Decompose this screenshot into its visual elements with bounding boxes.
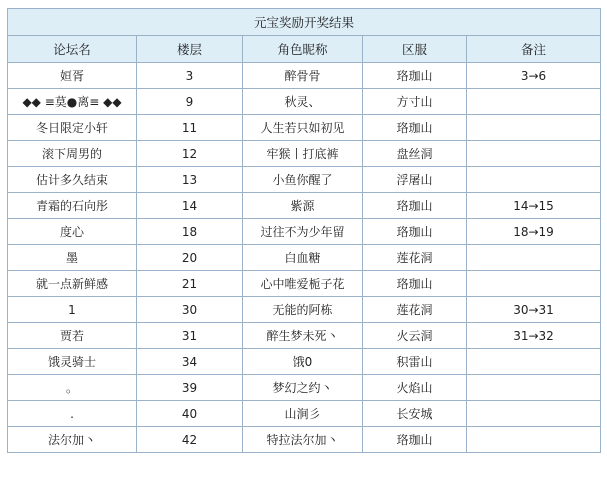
- cell-forum-name: 冬日限定小轩: [8, 115, 137, 141]
- cell-server: 珞珈山: [363, 219, 467, 245]
- cell-note: [467, 167, 601, 193]
- cell-note: 31→32: [467, 323, 601, 349]
- cell-character-name: 特拉法尔加丶: [243, 427, 363, 453]
- table-row: [8, 167, 601, 193]
- cell-floor: 40: [137, 401, 243, 427]
- header-floor: 楼层: [137, 36, 243, 63]
- cell-note: [467, 349, 601, 375]
- header-server: 区服: [363, 36, 467, 63]
- cell-server: 珞珈山: [363, 271, 467, 297]
- cell-floor: 21: [137, 271, 243, 297]
- cell-character-name: 醉骨骨: [243, 63, 363, 89]
- cell-note: [467, 115, 601, 141]
- cell-character-name: 梦幻之约丶: [243, 375, 363, 401]
- cell-floor: 3: [137, 63, 243, 89]
- results-table: [7, 8, 601, 453]
- cell-server: 盘丝洞: [363, 141, 467, 167]
- cell-server: 长安城: [363, 401, 467, 427]
- cell-forum-name: 贾若: [8, 323, 137, 349]
- cell-note: [467, 401, 601, 427]
- table-row: [8, 427, 601, 453]
- table-row: [8, 271, 601, 297]
- cell-floor: 11: [137, 115, 243, 141]
- cell-forum-name: 滚下周男的: [8, 141, 137, 167]
- cell-character-name: 饿0: [243, 349, 363, 375]
- cell-forum-name: .: [8, 401, 137, 427]
- header-forum-name: 论坛名: [8, 36, 137, 63]
- cell-floor: 42: [137, 427, 243, 453]
- cell-floor: 18: [137, 219, 243, 245]
- cell-floor: 39: [137, 375, 243, 401]
- cell-character-name: 山涧彡: [243, 401, 363, 427]
- cell-floor: 20: [137, 245, 243, 271]
- header-note: 备注: [467, 36, 601, 63]
- cell-character-name: 紫源: [243, 193, 363, 219]
- cell-character-name: 人生若只如初见: [243, 115, 363, 141]
- cell-character-name: 牢猴丨打底裤: [243, 141, 363, 167]
- table-row: [8, 193, 601, 219]
- table-body: [8, 63, 601, 453]
- cell-note: [467, 89, 601, 115]
- table-row: [8, 115, 601, 141]
- table-title: 元宝奖励开奖结果: [8, 9, 601, 36]
- cell-note: 3→6: [467, 63, 601, 89]
- cell-forum-name: 法尔加丶: [8, 427, 137, 453]
- cell-forum-name: 度心: [8, 219, 137, 245]
- cell-server: 火云洞: [363, 323, 467, 349]
- cell-server: 莲花洞: [363, 245, 467, 271]
- cell-server: 珞珈山: [363, 63, 467, 89]
- table-row: [8, 245, 601, 271]
- cell-forum-name: 1: [8, 297, 137, 323]
- cell-floor: 9: [137, 89, 243, 115]
- cell-character-name: 小鱼你醒了: [243, 167, 363, 193]
- cell-floor: 31: [137, 323, 243, 349]
- cell-note: 14→15: [467, 193, 601, 219]
- header-character-name: 角色昵称: [243, 36, 363, 63]
- cell-forum-name: ◆◆ ≡莫●离≡ ◆◆: [8, 89, 137, 115]
- cell-server: 火焰山: [363, 375, 467, 401]
- table-row: [8, 401, 601, 427]
- table-row: [8, 219, 601, 245]
- cell-server: 珞珈山: [363, 115, 467, 141]
- table-header-row: [8, 36, 601, 63]
- results-table-container: [7, 8, 600, 453]
- cell-note: [467, 271, 601, 297]
- cell-note: [467, 141, 601, 167]
- cell-server: 积雷山: [363, 349, 467, 375]
- cell-server: 珞珈山: [363, 427, 467, 453]
- cell-note: 18→19: [467, 219, 601, 245]
- cell-floor: 14: [137, 193, 243, 219]
- cell-forum-name: 就一点新鲜感: [8, 271, 137, 297]
- cell-server: 珞珈山: [363, 193, 467, 219]
- cell-floor: 12: [137, 141, 243, 167]
- cell-server: 浮屠山: [363, 167, 467, 193]
- table-row: [8, 141, 601, 167]
- cell-note: [467, 375, 601, 401]
- cell-floor: 34: [137, 349, 243, 375]
- table-title-row: [8, 9, 601, 36]
- cell-forum-name: 饿灵骑士: [8, 349, 137, 375]
- cell-character-name: 心中唯爱栀子花: [243, 271, 363, 297]
- table-row: [8, 375, 601, 401]
- cell-note: [467, 245, 601, 271]
- cell-character-name: 秋灵、: [243, 89, 363, 115]
- cell-floor: 13: [137, 167, 243, 193]
- table-row: [8, 349, 601, 375]
- table-row: [8, 63, 601, 89]
- table-row: [8, 323, 601, 349]
- cell-forum-name: 青霜的石向彤: [8, 193, 137, 219]
- cell-character-name: 白血糖: [243, 245, 363, 271]
- cell-character-name: 过往不为少年留: [243, 219, 363, 245]
- cell-server: 莲花洞: [363, 297, 467, 323]
- table-row: [8, 89, 601, 115]
- cell-forum-name: 。: [8, 375, 137, 401]
- cell-forum-name: 姮胥: [8, 63, 137, 89]
- cell-character-name: 醉生梦未死丶: [243, 323, 363, 349]
- cell-note: 30→31: [467, 297, 601, 323]
- cell-forum-name: 估计多久结束: [8, 167, 137, 193]
- cell-floor: 30: [137, 297, 243, 323]
- table-row: [8, 297, 601, 323]
- cell-character-name: 无能的阿栋: [243, 297, 363, 323]
- cell-server: 方寸山: [363, 89, 467, 115]
- cell-note: [467, 427, 601, 453]
- cell-forum-name: 墨: [8, 245, 137, 271]
